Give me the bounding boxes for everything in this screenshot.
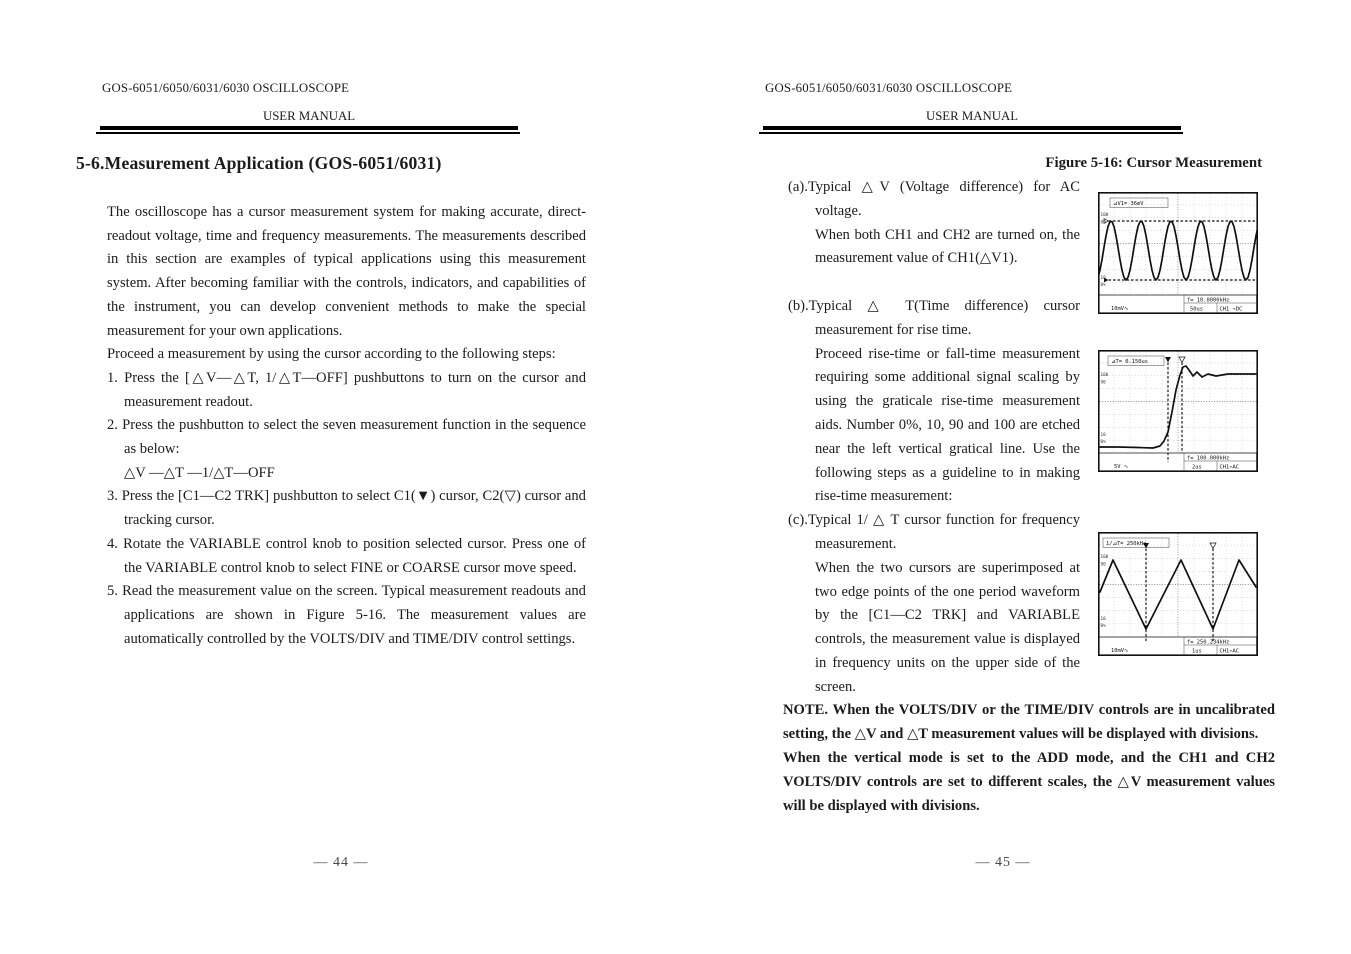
figure-items-column bbox=[788, 176, 1080, 700]
right-header-rule-top bbox=[763, 126, 1181, 130]
frequency-readout: f= 100.000kHz bbox=[1187, 455, 1230, 462]
right-header-rule-bottom bbox=[759, 132, 1183, 135]
channel-readout: CH1 ⌁DC bbox=[1219, 306, 1243, 313]
frequency-readout: f= 250.234kHz bbox=[1187, 639, 1230, 646]
spacer bbox=[788, 271, 1080, 295]
graticule-label-0: 0% bbox=[1100, 440, 1106, 445]
step-text: Rotate the VARIABLE control knob to position selected cursor. Press one of the VARIABLE control knob to select FINE or COARSE cursor move speed. bbox=[123, 535, 586, 576]
graticule-label-10: 10 bbox=[1100, 433, 1106, 438]
figure-title: Figure 5-16: Cursor Measurement bbox=[1045, 155, 1262, 171]
note-paragraph-2: When the vertical mode is set to the ADD mode, and the CH1 and CH2 VOLTS/DIV controls are set to different scales, the △V measurement values will be displayed with divisions. bbox=[783, 749, 1275, 814]
step-1 bbox=[107, 367, 586, 414]
left-header-rule-bottom bbox=[96, 132, 520, 135]
graticule-label-10: 10 bbox=[1100, 617, 1106, 622]
right-header-subtitle: USER MANUAL bbox=[925, 109, 1019, 123]
c1-cursor-marker bbox=[1165, 357, 1171, 362]
volts-div-readout: 5V ∿ bbox=[1114, 464, 1129, 470]
graticule-label-90: 90 bbox=[1100, 562, 1106, 568]
intro-paragraph: The oscilloscope has a cursor measurement system for making accurate, direct-readout voltage, time and frequency measurements. The measurements described in this section are examples of typical applications using this measurement system. After becoming familiar with the controls, indicators, and capabilities of the instrument, you can develop convenient methods to make the special measurement for your own applications. bbox=[107, 204, 586, 339]
step-number: 4. bbox=[107, 535, 118, 552]
step-number: 2. bbox=[107, 417, 118, 434]
item-b-label: (b).Typical △ T(Time difference) cursor measurement for rise time. bbox=[788, 297, 1080, 338]
channel-readout: CH1⌁AC bbox=[1219, 648, 1239, 655]
step-text: Read the measurement value on the screen. Typical measurement readouts and applications are shown in Figure 5-16. The measurement values are automatically controlled by the VOLTS/DIV and TIME/DIV control settings. bbox=[122, 583, 586, 647]
item-b-body: Proceed rise-time or fall-time measurement requiring some additional signal scaling by using the graticale rise-time measurement aids. Number 0%, 10, 90 and 100 are etched near the left vertical gratical line. Use the following steps as a guideline to in making rise-time measurement: bbox=[815, 345, 1080, 505]
step-text: Press the [△V—△T, 1/△T—OFF] pushbuttons to turn on the cursor and measurement readout. bbox=[124, 369, 586, 410]
scope-screenshot-delta-t bbox=[1098, 350, 1258, 472]
graticule-label-100: 100 bbox=[1100, 213, 1109, 218]
time-div-readout: 50us bbox=[1190, 306, 1203, 313]
graticule-label-10: 10 bbox=[1100, 276, 1106, 281]
note-paragraph-1: NOTE. When the VOLTS/DIV or the TIME/DIV controls are in uncalibrated setting, the △V and △T measurement values will be displayed with divisions. bbox=[783, 702, 1275, 742]
step-number: 3. bbox=[107, 488, 118, 505]
graticule-grid bbox=[1100, 534, 1257, 638]
delta-t-readout: ⊿T= 0.150us bbox=[1111, 359, 1148, 366]
graticule-grid bbox=[1100, 352, 1257, 454]
step-2 bbox=[107, 414, 586, 461]
step-number: 5. bbox=[107, 583, 118, 600]
right-page-number: — 45 — bbox=[975, 855, 1031, 870]
item-a-body: When both CH1 and CH2 are turned on, the measurement value of CH1(△V1). bbox=[815, 226, 1080, 267]
proceed-line: Proceed a measurement by using the cursor according to the following steps: bbox=[107, 346, 556, 363]
frequency-readout: f= 10.0000kHz bbox=[1187, 297, 1230, 304]
right-header-title: GOS-6051/6050/6031/6030 OSCILLOSCOPE bbox=[765, 81, 1013, 95]
left-header-subtitle: USER MANUAL bbox=[262, 109, 356, 123]
item-a-label: (a).Typical △V (Voltage difference) for AC voltage. bbox=[788, 179, 1080, 219]
left-body bbox=[107, 201, 586, 651]
step-text: Press the pushbutton to select the seven measurement function in the sequence as below: bbox=[122, 417, 586, 458]
item-c-label: (c).Typical 1/ △ T cursor function for frequency measurement. bbox=[788, 512, 1080, 552]
left-header-title: GOS-6051/6050/6031/6030 OSCILLOSCOPE bbox=[102, 81, 350, 95]
c2-cursor-marker bbox=[1210, 543, 1216, 548]
step-4 bbox=[107, 533, 586, 580]
channel-readout: CH1⌁AC bbox=[1219, 464, 1239, 471]
step-3 bbox=[107, 485, 586, 532]
graticule-label-90: 90 bbox=[1100, 380, 1106, 386]
volts-div-readout: 10mV∿ bbox=[1111, 648, 1129, 654]
graticule-label-100: 100 bbox=[1100, 373, 1109, 378]
left-header-rule-top bbox=[100, 126, 518, 130]
graticule-label-0: 0% bbox=[1100, 283, 1106, 288]
step-text: Press the [C1—C2 TRK] pushbutton to select C1(▼) cursor, C2(▽) cursor and tracking cursor. bbox=[121, 488, 586, 529]
item-c-body: When the two cursors are superimposed at two edge points of the one period waveform by the [C1—C2 TRK] and VARIABLE controls, the measurement value is displayed in frequency units on the upper side of the screen. bbox=[815, 559, 1080, 695]
graticule-label-0: 0% bbox=[1100, 624, 1106, 629]
step-2-sequence: △V —△T —1/△T—OFF bbox=[124, 464, 275, 481]
left-page-number: — 44 — bbox=[313, 855, 369, 870]
notes-block bbox=[783, 699, 1275, 819]
step-number: 1. bbox=[107, 369, 118, 386]
graticule-label-90: 90 bbox=[1100, 220, 1106, 226]
time-div-readout: 2us bbox=[1192, 464, 1202, 471]
time-div-readout: 1us bbox=[1192, 648, 1202, 655]
delta-v-readout: ⊿V1= 36mV bbox=[1113, 201, 1144, 208]
step-5 bbox=[107, 580, 586, 651]
volts-div-readout: 10mV∿ bbox=[1111, 306, 1129, 312]
c2-cursor-marker bbox=[1179, 357, 1185, 362]
scope-screenshot-frequency bbox=[1098, 532, 1258, 656]
frequency-cursor-readout: 1/⊿T= 250kHz bbox=[1106, 541, 1147, 548]
graticule-label-100: 100 bbox=[1100, 555, 1109, 560]
section-title: 5-6.Measurement Application (GOS-6051/6031) bbox=[76, 153, 442, 173]
scope-screenshot-delta-v bbox=[1098, 192, 1258, 314]
